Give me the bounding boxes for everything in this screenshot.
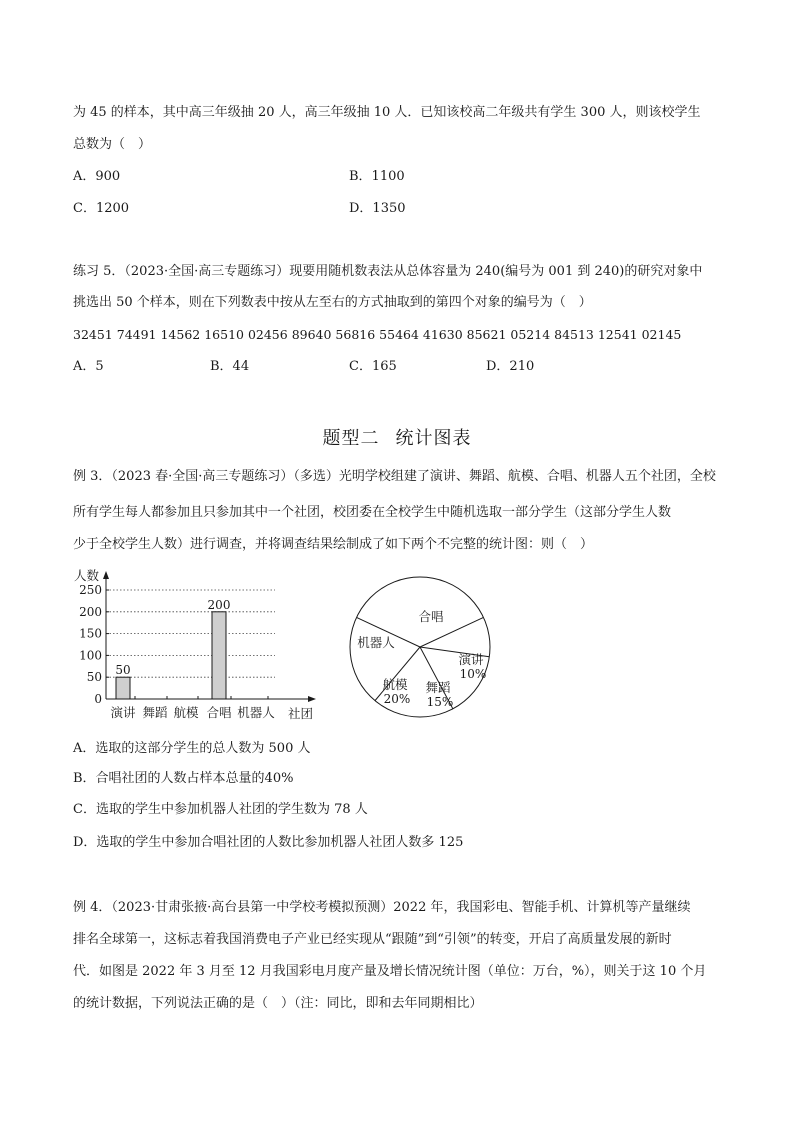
- bar-x-axis-title: 社团: [288, 706, 314, 721]
- question-text-line: 例 4．（2023·甘肃张掖·高台县第一中学校考模拟预测）2022 年，我国彩电、智能手机、计算机等产量继续: [73, 900, 691, 915]
- question-text-line: 代．如图是 2022 年 3 月至 12 月我国彩电月度产量及增长情况统计图（单位：万台，%），则关于这 10 个月: [73, 964, 707, 979]
- question-text-line: 挑选出 50 个样本，则在下列数表中按从左至右的方式抽取到的第四个对象的编号为（ ）: [73, 295, 592, 310]
- option-a: A．选取的这部分学生的总人数为 500 人: [73, 741, 311, 756]
- pie-slice-label: 航模: [382, 677, 408, 692]
- bar: [212, 612, 226, 699]
- bar-chart: [70, 565, 320, 725]
- option-c: C．选取的学生中参加机器人社团的学生数为 78 人: [73, 802, 368, 817]
- question-text-line: 例 3．（2023 春·全国·高三专题练习）（多选）光明学校组建了演讲、舞蹈、航模、合唱、机器人五个社团，全校: [73, 469, 716, 484]
- pie-slice-label: 演讲: [458, 652, 484, 667]
- bar: [116, 677, 130, 699]
- question-text-line: 总数为（ ）: [73, 137, 152, 152]
- pie-slice-label: 舞蹈: [425, 680, 451, 695]
- option-d: D．210: [486, 359, 535, 374]
- section-title: [0, 424, 794, 450]
- section-title-part2: 统计图表: [395, 428, 472, 449]
- option-d: D．1350: [349, 201, 406, 216]
- pie-chart: [343, 574, 503, 724]
- bar-y-tick-label: 150: [79, 626, 102, 641]
- bar-y-axis-arrow: [103, 571, 109, 579]
- bar-category-label: 合唱: [206, 705, 232, 720]
- option-a: A．900: [73, 169, 121, 184]
- bar-x-axis-arrow: [308, 696, 316, 702]
- pie-slice-label: 合唱: [418, 609, 444, 624]
- bar-y-tick-label: 250: [79, 583, 102, 597]
- question-text-line: 为 45 的样本，其中高三年级抽 20 人，高三年级抽 10 人．已知该校高二年级共有学生 300 人，则该校学生: [73, 105, 701, 120]
- bar-y-tick-label: 0: [94, 692, 102, 706]
- option-b: B．1100: [349, 169, 405, 184]
- bar-category-label: 航模: [173, 705, 199, 720]
- option-c: C．1200: [73, 201, 130, 216]
- pie-slice-percent: 10%: [459, 667, 487, 681]
- question-text-line: 练习 5．（2023·全国·高三专题练习）现要用随机数表法从总体容量为 240(编号为 001 到 240)的研究对象中: [73, 264, 703, 279]
- option-d: D．选取的学生中参加合唱社团的人数比参加机器人社团人数多 125: [73, 835, 464, 850]
- random-number-table: 32451 74491 14562 16510 02456 89640 56816 55464 41630 85621 05214 84513 12541 02145: [73, 327, 682, 342]
- bar-data-label: 50: [115, 663, 131, 678]
- bar-category-label: 舞蹈: [142, 705, 168, 720]
- pie-slice-label: 机器人: [357, 635, 395, 650]
- bar-y-tick-label: 50: [86, 670, 102, 685]
- bar-category-label: 演讲: [110, 705, 136, 720]
- question-text-line: 所有学生每人都参加且只参加其中一个社团，校团委在全校学生中随机选取一部分学生（这部分学生人数: [73, 505, 672, 520]
- question-text-line: 排名全球第一，这标志着我国消费电子产业已经实现从“跟随”到“引领”的转变，开启了高质量发展的新时: [73, 932, 672, 947]
- bar-y-tick-label: 200: [79, 604, 102, 619]
- bar-data-label: 200: [207, 597, 231, 612]
- option-a: A．5: [73, 359, 104, 374]
- pie-slice-percent: 15%: [426, 695, 454, 709]
- option-c: C．165: [349, 359, 397, 374]
- question-text-line: 的统计数据，下列说法正确的是（ ）（注：同比，即和去年同期相比）: [73, 996, 483, 1011]
- bar-y-tick-label: 100: [79, 648, 102, 663]
- section-title-part1: 题型二: [322, 428, 380, 449]
- pie-slice-percent: 20%: [383, 692, 411, 706]
- question-text-line: 少于全校学生人数）进行调查，并将调查结果绘制成了如下两个不完整的统计图：则（ ）: [73, 537, 594, 552]
- option-b: B．44: [210, 359, 250, 374]
- bar-y-axis-title: 人数: [74, 568, 100, 583]
- bar-category-label: 机器人: [237, 705, 275, 720]
- option-b: B．合唱社团的人数占样本总量的40%: [73, 771, 294, 786]
